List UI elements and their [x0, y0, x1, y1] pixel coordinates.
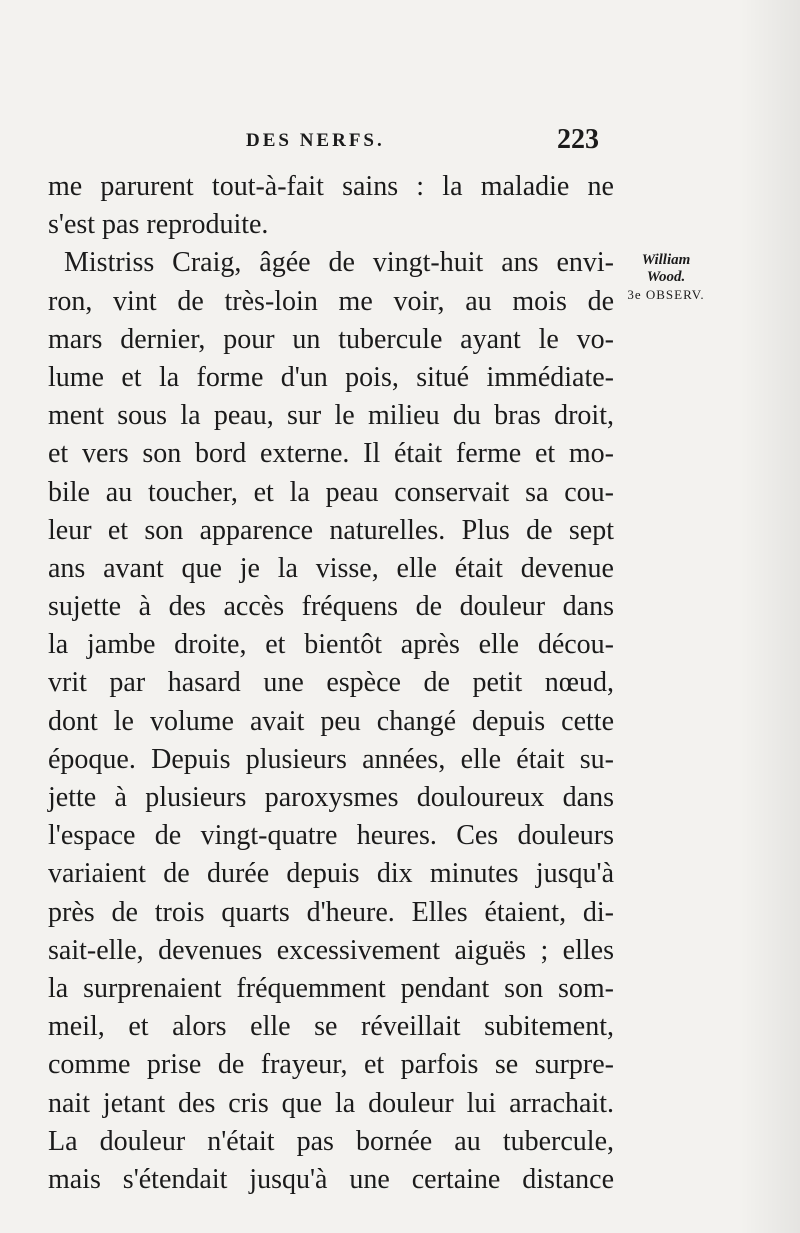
text-line: s'est pas reproduite. [48, 209, 269, 241]
text-line: La douleur n'était pas bornée au tubercule, [48, 1125, 614, 1157]
text-line: ron, vint de très-loin me voir, au mois de [48, 285, 614, 317]
text-line: bile au toucher, et la peau conservait sa cou- [48, 476, 614, 508]
text-line: la surprenaient fréquemment pendant son som- [48, 972, 614, 1004]
text-line: variaient de durée depuis dix minutes jusqu'à [48, 858, 614, 890]
page-header [0, 124, 800, 160]
text-line: ans avant que je la visse, elle était devenue [48, 552, 614, 584]
text-line: jette à plusieurs paroxysmes douloureux dans [48, 782, 614, 813]
text-line: époque. Depuis plusieurs années, elle était su- [48, 743, 614, 775]
text-line: meil, et alors elle se réveillait subitement, [48, 1011, 614, 1043]
text-line: leur et son apparence naturelles. Plus de sept [48, 514, 614, 546]
text-line: mais s'étendait jusqu'à une certaine distance [48, 1163, 614, 1195]
text-line: la jambe droite, et bientôt après elle décou- [48, 629, 614, 661]
margin-note-observation: 3e OBSERV. [627, 287, 705, 302]
text-line: et vers son bord externe. Il était ferme et mo- [48, 438, 614, 470]
text-line: sujette à des accès fréquens de douleur dans [48, 591, 614, 623]
text-line: ment sous la peau, sur le milieu du bras droit, [48, 400, 614, 432]
text-line: près de trois quarts d'heure. Elles étaient, di- [48, 896, 614, 928]
text-line: comme prise de frayeur, et parfois se surpre- [48, 1049, 614, 1081]
text-line: sait-elle, devenues excessivement aiguës ; elles [48, 934, 614, 966]
margin-note [620, 252, 712, 303]
margin-note-name-first: William [641, 252, 691, 268]
body-text [48, 168, 614, 1199]
text-line: mars dernier, pour un tubercule ayant le vo- [48, 323, 614, 355]
text-line: l'espace de vingt-quatre heures. Ces douleurs [48, 820, 614, 852]
text-line: me parurent tout-à-fait sains : la maladie ne [48, 171, 614, 202]
right-edge-shadow [740, 0, 800, 1233]
margin-note-name-last: Wood. [646, 269, 686, 285]
text-line: vrit par hasard une espèce de petit nœud, [48, 667, 614, 699]
page-number: 223 [557, 124, 599, 155]
text-line: lume et la forme d'un pois, situé immédiate- [48, 361, 614, 393]
text-line: dont le volume avait peu changé depuis cette [48, 705, 614, 737]
text-line: nait jetant des cris que la douleur lui arrachait. [48, 1087, 614, 1119]
running-title: DES NERFS. [246, 130, 385, 151]
text-line: Mistriss Craig, âgée de vingt-huit ans envi- [64, 247, 614, 279]
